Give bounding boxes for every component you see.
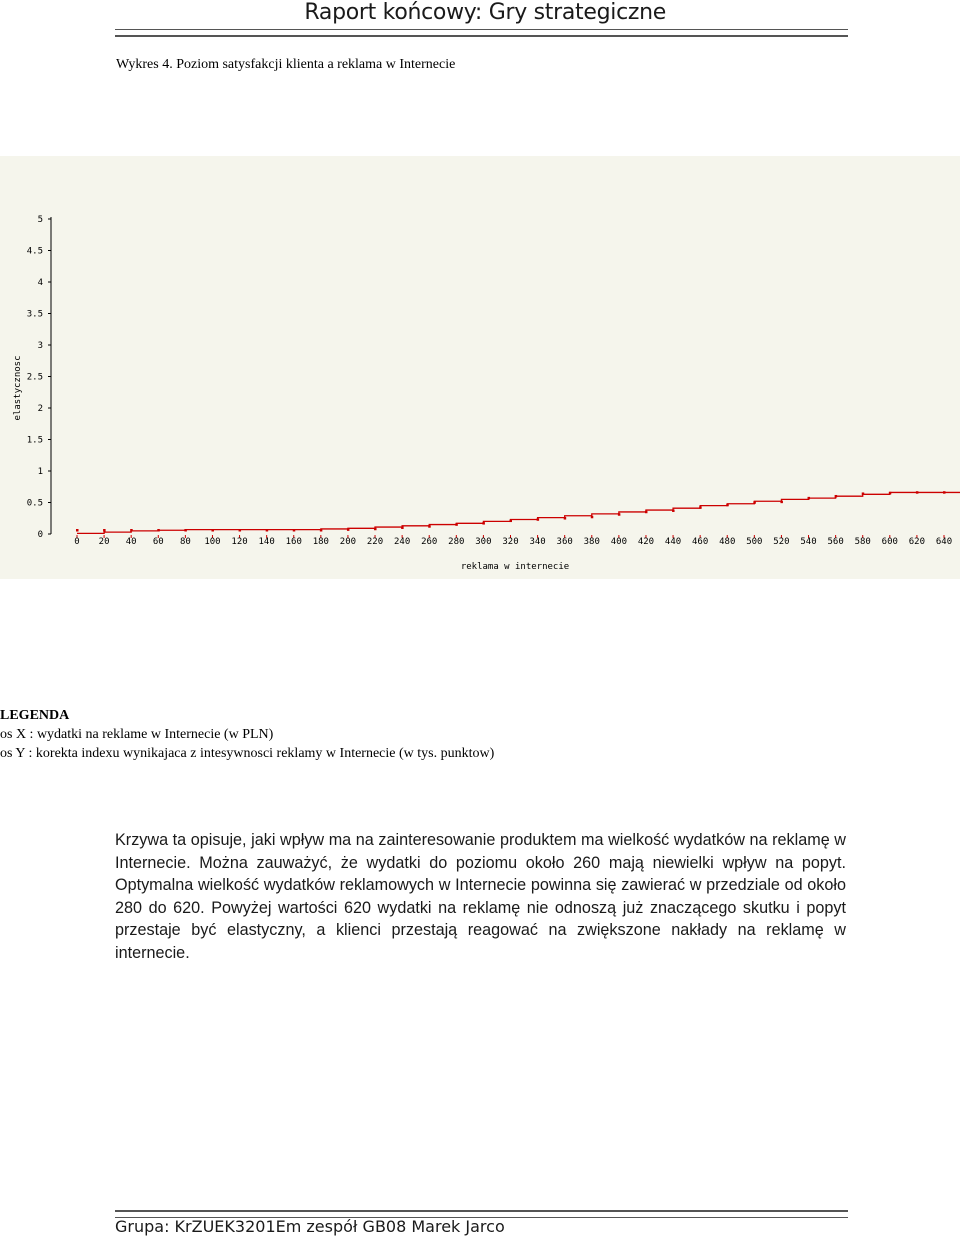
data-point bbox=[510, 520, 513, 523]
data-point bbox=[482, 522, 485, 525]
curve-series-line bbox=[77, 492, 960, 533]
footer-text: Grupa: KrZUEK3201Em zespół GB08 Marek Jarco bbox=[115, 1217, 505, 1236]
y-tick-label: 1.5 bbox=[26, 435, 43, 446]
data-point bbox=[780, 501, 783, 504]
y-tick-label: 0.5 bbox=[26, 498, 43, 509]
data-point bbox=[618, 513, 621, 516]
y-tick-label: 0 bbox=[37, 530, 43, 540]
y-tick-label: 3.5 bbox=[26, 309, 43, 320]
x-tick-label: 540 bbox=[800, 537, 817, 547]
data-point bbox=[591, 516, 594, 519]
legend-x-axis-desc: os X : wydatki na reklame w Internecie (w PLN) bbox=[0, 727, 274, 742]
elasticity-chart bbox=[0, 156, 960, 579]
x-tick-label: 500 bbox=[746, 537, 763, 547]
data-point bbox=[76, 529, 79, 532]
x-tick-label: 400 bbox=[610, 537, 628, 547]
data-point bbox=[564, 517, 567, 520]
x-tick-label: 140 bbox=[258, 537, 275, 547]
x-tick-label: 340 bbox=[529, 537, 546, 547]
y-tick-label: 4.5 bbox=[26, 246, 43, 257]
x-tick-label: 0 bbox=[74, 537, 80, 547]
data-point bbox=[645, 511, 648, 513]
data-point bbox=[293, 529, 296, 532]
data-point bbox=[889, 492, 892, 495]
chart-caption: Wykres 4. Poziom satysfakcji klienta a reklama w Internecie bbox=[116, 57, 456, 72]
x-tick-label: 640 bbox=[935, 537, 953, 547]
x-tick-label: 180 bbox=[312, 537, 329, 547]
legend-y-axis-desc: os Y : korekta indexu wynikajaca z intesywnosci reklamy w Internecie (w tys. punktow) bbox=[0, 746, 495, 761]
data-point bbox=[103, 529, 106, 532]
x-tick-label: 20 bbox=[98, 537, 110, 547]
x-tick-label: 560 bbox=[827, 537, 844, 547]
data-point bbox=[835, 495, 838, 498]
data-point bbox=[455, 523, 458, 526]
data-point bbox=[320, 529, 323, 532]
body-paragraph: Krzywa ta opisuje, jaki wpływ ma na zainteresowanie produktem ma wielkość wydatków na reklamę w Internecie. Można zauważyć, że wydatki do poziomu około 260 mają niewielki wpływ na popyt. Optymalna wielkość wydatków reklamowych w Internecie powinna się zawierać w przedziale od około 280 do 620. Powyżej wartości 620 wydatki na reklamę nie odnoszą już znaczącego skutku i popyt przestaje być elastyczny, a klienci przestają reagować na zwiększone nakłady na reklamę w internecie. bbox=[115, 831, 846, 962]
x-tick-label: 520 bbox=[773, 537, 790, 547]
legend-title: LEGENDA bbox=[0, 708, 70, 723]
data-point bbox=[374, 528, 377, 531]
data-point bbox=[808, 497, 811, 500]
y-tick-label: 5 bbox=[37, 215, 43, 225]
x-axis-label: reklama w internecie bbox=[460, 562, 570, 572]
y-tick-label: 2 bbox=[37, 404, 43, 414]
data-point bbox=[943, 491, 946, 494]
data-point bbox=[157, 529, 160, 532]
chart-panel bbox=[0, 156, 960, 579]
x-tick-label: 480 bbox=[719, 537, 736, 547]
data-point bbox=[726, 504, 729, 507]
legend bbox=[0, 706, 494, 763]
x-tick-label: 360 bbox=[556, 537, 573, 547]
x-tick-label: 280 bbox=[448, 537, 465, 547]
x-tick-label: 120 bbox=[231, 537, 248, 547]
x-tick-label: 300 bbox=[475, 537, 492, 547]
x-tick-label: 420 bbox=[637, 537, 655, 547]
y-tick-label: 4 bbox=[37, 278, 43, 288]
y-axis-label: elastycznosc bbox=[13, 355, 23, 421]
y-tick-label: 3 bbox=[37, 341, 43, 351]
data-point bbox=[699, 506, 702, 509]
data-point bbox=[916, 491, 919, 494]
data-point bbox=[239, 529, 242, 532]
data-point bbox=[862, 492, 865, 495]
x-tick-label: 240 bbox=[393, 537, 411, 547]
x-tick-label: 380 bbox=[583, 537, 600, 547]
x-tick-label: 80 bbox=[179, 537, 191, 547]
x-tick-label: 580 bbox=[854, 537, 871, 547]
x-tick-label: 460 bbox=[692, 537, 709, 547]
x-tick-label: 220 bbox=[366, 537, 384, 547]
data-point bbox=[537, 518, 540, 521]
data-point bbox=[211, 529, 214, 532]
data-point bbox=[130, 529, 133, 532]
data-point bbox=[401, 526, 404, 529]
header-rule bbox=[115, 29, 848, 37]
data-point bbox=[753, 501, 756, 504]
x-tick-label: 260 bbox=[421, 537, 438, 547]
x-tick-label: 320 bbox=[502, 537, 519, 547]
x-tick-label: 200 bbox=[339, 537, 357, 547]
data-point bbox=[266, 529, 269, 532]
data-point bbox=[184, 529, 187, 532]
x-tick-label: 620 bbox=[908, 537, 926, 547]
x-tick-label: 600 bbox=[881, 537, 898, 547]
y-tick-label: 2.5 bbox=[26, 372, 43, 383]
y-tick-label: 1 bbox=[37, 467, 43, 477]
data-point bbox=[672, 509, 675, 512]
x-tick-label: 160 bbox=[285, 537, 302, 547]
x-tick-label: 440 bbox=[664, 537, 682, 547]
data-point bbox=[347, 528, 350, 531]
x-tick-label: 100 bbox=[204, 537, 221, 547]
x-tick-label: 40 bbox=[125, 537, 137, 547]
page-header-title: Raport końcowy: Gry strategiczne bbox=[304, 0, 666, 25]
x-tick-label: 60 bbox=[152, 537, 164, 547]
data-point bbox=[428, 525, 431, 528]
